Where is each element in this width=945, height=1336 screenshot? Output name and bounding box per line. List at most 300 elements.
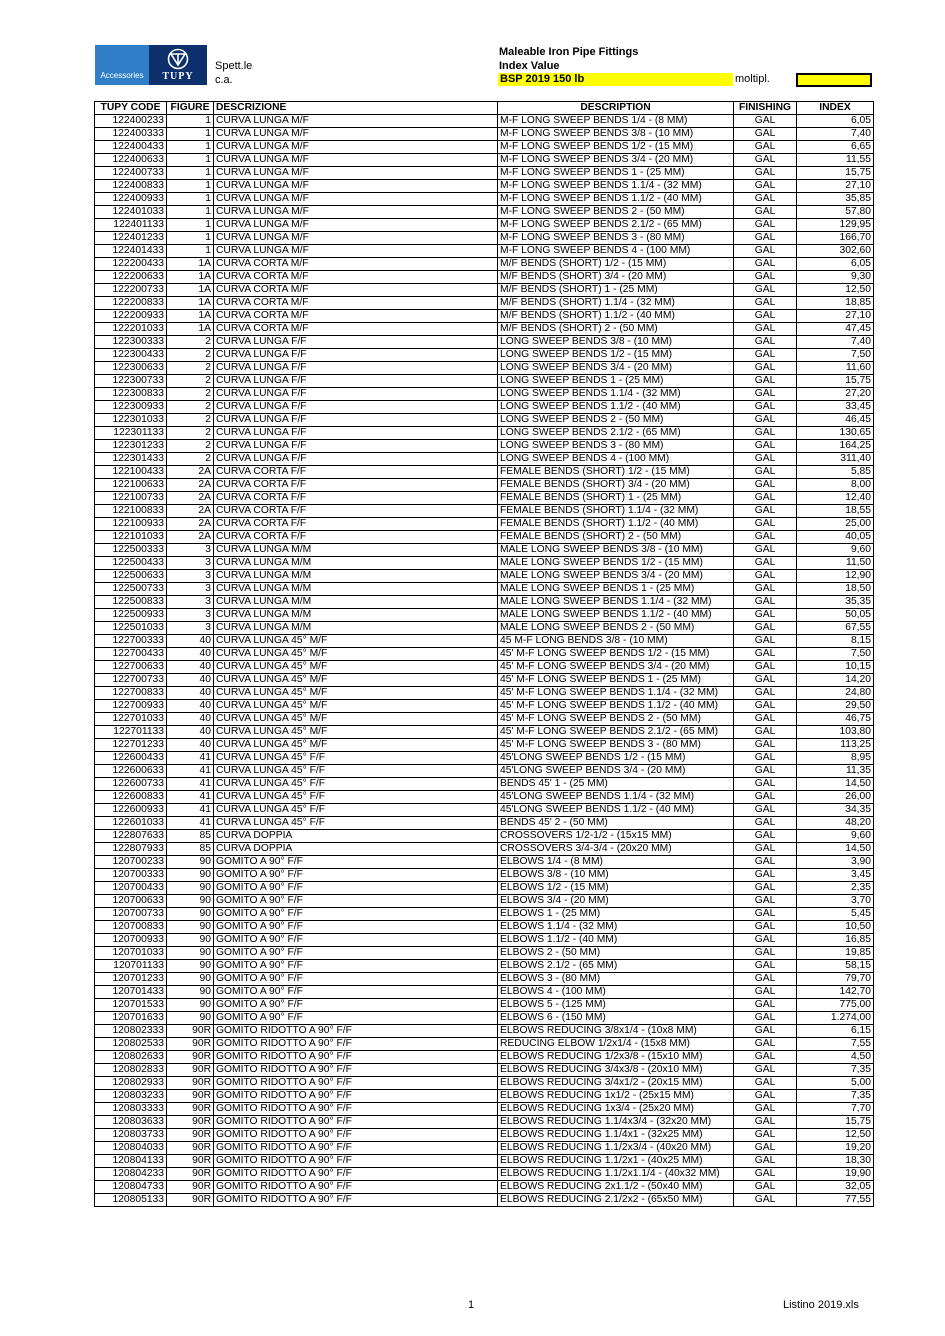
cell-index: 27,20: [797, 388, 874, 401]
cell-figure: 1: [167, 206, 214, 219]
cell-figure: 85: [167, 843, 214, 856]
cell-tupy-code: 122700433: [95, 648, 167, 661]
cell-index: 10,50: [797, 921, 874, 934]
cell-index: 14,20: [797, 674, 874, 687]
cell-description: ELBOWS REDUCING 3/4x3/8 - (20x10 MM): [498, 1064, 734, 1077]
cell-finishing: GAL: [734, 583, 797, 596]
cell-figure: 85: [167, 830, 214, 843]
cell-tupy-code: 122400333: [95, 128, 167, 141]
cell-descrizione: CURVA LUNGA F/F: [214, 349, 498, 362]
cell-figure: 90: [167, 999, 214, 1012]
cell-tupy-code: 122601033: [95, 817, 167, 830]
cell-finishing: GAL: [734, 934, 797, 947]
cell-descrizione: CURVA LUNGA 45° M/F: [214, 700, 498, 713]
cell-index: 9,60: [797, 544, 874, 557]
cell-index: 1.274,00: [797, 1012, 874, 1025]
cell-descrizione: CURVA CORTA M/F: [214, 310, 498, 323]
cell-descrizione: CURVA LUNGA M/F: [214, 219, 498, 232]
cell-tupy-code: 120804133: [95, 1155, 167, 1168]
cell-finishing: GAL: [734, 219, 797, 232]
cell-descrizione: GOMITO RIDOTTO A 90° F/F: [214, 1116, 498, 1129]
cell-descrizione: GOMITO RIDOTTO A 90° F/F: [214, 1194, 498, 1207]
cell-index: 67,55: [797, 622, 874, 635]
cell-figure: 41: [167, 778, 214, 791]
cell-figure: 40: [167, 635, 214, 648]
cell-description: FEMALE BENDS (SHORT) 1 - (25 MM): [498, 492, 734, 505]
cell-descrizione: CURVA LUNGA M/F: [214, 180, 498, 193]
cell-finishing: GAL: [734, 1168, 797, 1181]
cell-figure: 90R: [167, 1142, 214, 1155]
column-header-figure: FIGURE: [167, 102, 214, 115]
cell-figure: 90: [167, 895, 214, 908]
table-row: [95, 791, 874, 804]
cell-descrizione: GOMITO A 90° F/F: [214, 973, 498, 986]
table-row: [95, 492, 874, 505]
cell-index: 8,00: [797, 479, 874, 492]
cell-index: 164,25: [797, 440, 874, 453]
cell-index: 5,00: [797, 1077, 874, 1090]
cell-description: ELBOWS REDUCING 1x1/2 - (25x15 MM): [498, 1090, 734, 1103]
cell-figure: 90: [167, 960, 214, 973]
table-row: [95, 245, 874, 258]
cell-description: ELBOWS 6 - (150 MM): [498, 1012, 734, 1025]
cell-descrizione: GOMITO RIDOTTO A 90° F/F: [214, 1142, 498, 1155]
cell-description: 45' M-F LONG SWEEP BENDS 2 - (50 MM): [498, 713, 734, 726]
cell-figure: 2A: [167, 492, 214, 505]
cell-description: M-F LONG SWEEP BENDS 1/4 - (8 MM): [498, 115, 734, 128]
table-row: [95, 973, 874, 986]
cell-figure: 90: [167, 986, 214, 999]
table-row: [95, 219, 874, 232]
cell-finishing: GAL: [734, 739, 797, 752]
cell-index: 12,40: [797, 492, 874, 505]
cell-description: 45'LONG SWEEP BENDS 3/4 - (20 MM): [498, 765, 734, 778]
cell-description: ELBOWS REDUCING 3/4x1/2 - (20x15 MM): [498, 1077, 734, 1090]
table-row: [95, 544, 874, 557]
cell-finishing: GAL: [734, 648, 797, 661]
cell-descrizione: GOMITO A 90° F/F: [214, 856, 498, 869]
cell-description: M-F LONG SWEEP BENDS 1/2 - (15 MM): [498, 141, 734, 154]
table-row: [95, 232, 874, 245]
cell-description: 45'LONG SWEEP BENDS 1/2 - (15 MM): [498, 752, 734, 765]
cell-figure: 2A: [167, 505, 214, 518]
table-row: [95, 362, 874, 375]
cell-finishing: GAL: [734, 882, 797, 895]
cell-tupy-code: 122200733: [95, 284, 167, 297]
cell-description: REDUCING ELBOW 1/2x1/4 - (15x8 MM): [498, 1038, 734, 1051]
cell-index: 77,55: [797, 1194, 874, 1207]
table-row: [95, 817, 874, 830]
cell-index: 26,00: [797, 791, 874, 804]
cell-index: 8,95: [797, 752, 874, 765]
cell-finishing: GAL: [734, 271, 797, 284]
table-row: [95, 726, 874, 739]
cell-tupy-code: 122700333: [95, 635, 167, 648]
cell-finishing: GAL: [734, 167, 797, 180]
document-subtitle: Index Value: [499, 60, 560, 72]
cell-description: 45' M-F LONG SWEEP BENDS 1.1/2 - (40 MM): [498, 700, 734, 713]
column-header-index: INDEX: [797, 102, 874, 115]
cell-description: M-F LONG SWEEP BENDS 2 - (50 MM): [498, 206, 734, 219]
cell-tupy-code: 122401433: [95, 245, 167, 258]
cell-tupy-code: 122200833: [95, 297, 167, 310]
cell-tupy-code: 122201033: [95, 323, 167, 336]
cell-description: MALE LONG SWEEP BENDS 2 - (50 MM): [498, 622, 734, 635]
table-row: [95, 1116, 874, 1129]
table-row: [95, 284, 874, 297]
cell-description: M-F LONG SWEEP BENDS 2.1/2 - (65 MM): [498, 219, 734, 232]
cell-description: ELBOWS 2.1/2 - (65 MM): [498, 960, 734, 973]
cell-descrizione: CURVA LUNGA M/F: [214, 193, 498, 206]
table-row: [95, 310, 874, 323]
cell-finishing: GAL: [734, 479, 797, 492]
file-name: Listino 2019.xls: [783, 1299, 859, 1311]
cell-index: 10,15: [797, 661, 874, 674]
cell-description: M-F LONG SWEEP BENDS 3/8 - (10 MM): [498, 128, 734, 141]
cell-finishing: GAL: [734, 960, 797, 973]
cell-description: LONG SWEEP BENDS 1 - (25 MM): [498, 375, 734, 388]
cell-index: 15,75: [797, 375, 874, 388]
table-row: [95, 934, 874, 947]
cell-descrizione: CURVA LUNGA M/F: [214, 206, 498, 219]
cell-descrizione: GOMITO A 90° F/F: [214, 1012, 498, 1025]
cell-description: CROSSOVERS 1/2-1/2 - (15x15 MM): [498, 830, 734, 843]
cell-figure: 90: [167, 869, 214, 882]
cell-tupy-code: 122500333: [95, 544, 167, 557]
cell-finishing: GAL: [734, 180, 797, 193]
cell-index: 7,70: [797, 1103, 874, 1116]
cell-finishing: GAL: [734, 895, 797, 908]
cell-index: 18,55: [797, 505, 874, 518]
cell-tupy-code: 122701233: [95, 739, 167, 752]
cell-tupy-code: 122400833: [95, 180, 167, 193]
price-list-name: BSP 2019 150 lb: [498, 73, 733, 86]
cell-description: 45' M-F LONG SWEEP BENDS 3/4 - (20 MM): [498, 661, 734, 674]
table-row: [95, 856, 874, 869]
cell-index: 11,50: [797, 557, 874, 570]
cell-index: 18,85: [797, 297, 874, 310]
cell-finishing: GAL: [734, 323, 797, 336]
table-row: [95, 518, 874, 531]
cell-finishing: GAL: [734, 544, 797, 557]
cell-descrizione: CURVA LUNGA M/F: [214, 115, 498, 128]
cell-descrizione: CURVA LUNGA F/F: [214, 388, 498, 401]
cell-figure: 2: [167, 414, 214, 427]
cell-description: ELBOWS REDUCING 2x1.1/2 - (50x40 MM): [498, 1181, 734, 1194]
cell-tupy-code: 120803633: [95, 1116, 167, 1129]
cell-finishing: GAL: [734, 752, 797, 765]
cell-tupy-code: 120701233: [95, 973, 167, 986]
cell-tupy-code: 120802333: [95, 1025, 167, 1038]
table-row: [95, 895, 874, 908]
cell-descrizione: GOMITO A 90° F/F: [214, 986, 498, 999]
cell-description: M-F LONG SWEEP BENDS 3/4 - (20 MM): [498, 154, 734, 167]
cell-finishing: GAL: [734, 115, 797, 128]
cell-description: CROSSOVERS 3/4-3/4 - (20x20 MM): [498, 843, 734, 856]
cell-finishing: GAL: [734, 232, 797, 245]
cell-tupy-code: 122400433: [95, 141, 167, 154]
cell-tupy-code: 120805133: [95, 1194, 167, 1207]
cell-finishing: GAL: [734, 1181, 797, 1194]
cell-descrizione: CURVA CORTA F/F: [214, 505, 498, 518]
cell-descrizione: GOMITO RIDOTTO A 90° F/F: [214, 1181, 498, 1194]
cell-tupy-code: 122500433: [95, 557, 167, 570]
cell-descrizione: CURVA LUNGA M/M: [214, 583, 498, 596]
table-row: [95, 778, 874, 791]
cell-figure: 41: [167, 752, 214, 765]
table-row: [95, 479, 874, 492]
cell-figure: 90R: [167, 1038, 214, 1051]
cell-tupy-code: 122401133: [95, 219, 167, 232]
cell-finishing: GAL: [734, 531, 797, 544]
cell-descrizione: GOMITO RIDOTTO A 90° F/F: [214, 1038, 498, 1051]
cell-index: 142,70: [797, 986, 874, 999]
cell-finishing: GAL: [734, 1012, 797, 1025]
cell-finishing: GAL: [734, 609, 797, 622]
cell-figure: 2: [167, 453, 214, 466]
attention-label: c.a.: [215, 74, 233, 86]
table-row: [95, 1090, 874, 1103]
cell-figure: 90: [167, 856, 214, 869]
cell-description: ELBOWS 1.1/4 - (32 MM): [498, 921, 734, 934]
cell-finishing: GAL: [734, 1090, 797, 1103]
cell-finishing: GAL: [734, 856, 797, 869]
cell-description: LONG SWEEP BENDS 1.1/4 - (32 MM): [498, 388, 734, 401]
cell-finishing: GAL: [734, 1129, 797, 1142]
cell-descrizione: CURVA LUNGA 45° M/F: [214, 648, 498, 661]
cell-description: ELBOWS 3/4 - (20 MM): [498, 895, 734, 908]
cell-figure: 3: [167, 583, 214, 596]
tupy-logo: [95, 45, 207, 85]
cell-figure: 1A: [167, 258, 214, 271]
table-row: [95, 388, 874, 401]
cell-figure: 3: [167, 570, 214, 583]
cell-figure: 3: [167, 544, 214, 557]
cell-descrizione: CURVA LUNGA M/M: [214, 570, 498, 583]
cell-tupy-code: 122600833: [95, 791, 167, 804]
cell-finishing: GAL: [734, 1051, 797, 1064]
cell-figure: 2: [167, 440, 214, 453]
cell-figure: 2: [167, 336, 214, 349]
cell-tupy-code: 122600733: [95, 778, 167, 791]
cell-descrizione: GOMITO A 90° F/F: [214, 960, 498, 973]
cell-finishing: GAL: [734, 986, 797, 999]
cell-figure: 90: [167, 973, 214, 986]
table-row: [95, 986, 874, 999]
table-row: [95, 713, 874, 726]
cell-index: 34,35: [797, 804, 874, 817]
cell-description: M-F LONG SWEEP BENDS 3 - (80 MM): [498, 232, 734, 245]
cell-finishing: GAL: [734, 440, 797, 453]
cell-finishing: GAL: [734, 206, 797, 219]
cell-figure: 1A: [167, 310, 214, 323]
cell-descrizione: CURVA CORTA F/F: [214, 479, 498, 492]
cell-index: 6,65: [797, 141, 874, 154]
cell-descrizione: CURVA LUNGA 45° F/F: [214, 791, 498, 804]
cell-finishing: GAL: [734, 1103, 797, 1116]
cell-figure: 2: [167, 401, 214, 414]
table-row: [95, 115, 874, 128]
table-row: [95, 505, 874, 518]
cell-finishing: GAL: [734, 843, 797, 856]
cell-tupy-code: 122300833: [95, 388, 167, 401]
cell-description: 45 M-F LONG BENDS 3/8 - (10 MM): [498, 635, 734, 648]
table-row: [95, 1142, 874, 1155]
recipient-label: Spett.le: [215, 60, 253, 72]
cell-figure: 1: [167, 115, 214, 128]
cell-figure: 90: [167, 908, 214, 921]
cell-tupy-code: 122200933: [95, 310, 167, 323]
cell-finishing: GAL: [734, 1142, 797, 1155]
table-row: [95, 453, 874, 466]
cell-descrizione: CURVA CORTA F/F: [214, 531, 498, 544]
cell-tupy-code: 122700633: [95, 661, 167, 674]
cell-descrizione: CURVA CORTA F/F: [214, 466, 498, 479]
cell-description: ELBOWS REDUCING 1.1/2x1 - (40x25 MM): [498, 1155, 734, 1168]
cell-index: 2,35: [797, 882, 874, 895]
cell-tupy-code: 120802933: [95, 1077, 167, 1090]
cell-tupy-code: 120700333: [95, 869, 167, 882]
cell-index: 3,45: [797, 869, 874, 882]
cell-tupy-code: 122400233: [95, 115, 167, 128]
cell-index: 27,10: [797, 180, 874, 193]
cell-finishing: GAL: [734, 921, 797, 934]
table-row: [95, 1038, 874, 1051]
cell-figure: 90R: [167, 1194, 214, 1207]
cell-descrizione: CURVA CORTA M/F: [214, 284, 498, 297]
cell-index: 35,85: [797, 193, 874, 206]
cell-tupy-code: 120804733: [95, 1181, 167, 1194]
cell-descrizione: CURVA LUNGA 45° F/F: [214, 817, 498, 830]
cell-figure: 90: [167, 934, 214, 947]
cell-description: 45' M-F LONG SWEEP BENDS 3 - (80 MM): [498, 739, 734, 752]
cell-description: LONG SWEEP BENDS 1/2 - (15 MM): [498, 349, 734, 362]
table-row: [95, 349, 874, 362]
table-row: [95, 622, 874, 635]
table-row: [95, 154, 874, 167]
cell-tupy-code: 122401233: [95, 232, 167, 245]
cell-description: ELBOWS 1/2 - (15 MM): [498, 882, 734, 895]
cell-description: M/F BENDS (SHORT) 1/2 - (15 MM): [498, 258, 734, 271]
cell-tupy-code: 120700633: [95, 895, 167, 908]
table-row: [95, 609, 874, 622]
cell-figure: 1: [167, 154, 214, 167]
multiplier-input-cell[interactable]: [796, 73, 872, 87]
cell-tupy-code: 122400633: [95, 154, 167, 167]
cell-figure: 90: [167, 1012, 214, 1025]
cell-finishing: GAL: [734, 726, 797, 739]
cell-finishing: GAL: [734, 518, 797, 531]
cell-descrizione: CURVA LUNGA M/F: [214, 141, 498, 154]
cell-descrizione: CURVA LUNGA 45° F/F: [214, 765, 498, 778]
cell-description: M/F BENDS (SHORT) 2 - (50 MM): [498, 323, 734, 336]
cell-index: 79,70: [797, 973, 874, 986]
table-row: [95, 674, 874, 687]
cell-figure: 2A: [167, 531, 214, 544]
cell-index: 103,80: [797, 726, 874, 739]
cell-descrizione: CURVA LUNGA F/F: [214, 453, 498, 466]
cell-finishing: GAL: [734, 193, 797, 206]
table-row: [95, 804, 874, 817]
cell-figure: 41: [167, 765, 214, 778]
logo-accessories-text: Accessories: [100, 71, 144, 80]
table-row: [95, 596, 874, 609]
cell-figure: 40: [167, 648, 214, 661]
cell-description: M-F LONG SWEEP BENDS 1.1/4 - (32 MM): [498, 180, 734, 193]
cell-figure: 2: [167, 362, 214, 375]
cell-finishing: GAL: [734, 349, 797, 362]
cell-figure: 40: [167, 687, 214, 700]
cell-index: 35,35: [797, 596, 874, 609]
cell-figure: 40: [167, 661, 214, 674]
cell-description: BENDS 45' 1 - (25 MM): [498, 778, 734, 791]
cell-index: 166,70: [797, 232, 874, 245]
cell-tupy-code: 122301233: [95, 440, 167, 453]
cell-finishing: GAL: [734, 375, 797, 388]
cell-tupy-code: 122500833: [95, 596, 167, 609]
cell-figure: 1: [167, 219, 214, 232]
cell-tupy-code: 122700833: [95, 687, 167, 700]
cell-tupy-code: 122200633: [95, 271, 167, 284]
cell-tupy-code: 122807933: [95, 843, 167, 856]
cell-index: 14,50: [797, 843, 874, 856]
table-row: [95, 323, 874, 336]
cell-description: BENDS 45' 2 - (50 MM): [498, 817, 734, 830]
cell-finishing: GAL: [734, 258, 797, 271]
cell-index: 19,20: [797, 1142, 874, 1155]
cell-description: MALE LONG SWEEP BENDS 1.1/4 - (32 MM): [498, 596, 734, 609]
cell-figure: 40: [167, 700, 214, 713]
cell-descrizione: GOMITO RIDOTTO A 90° F/F: [214, 1168, 498, 1181]
cell-figure: 2: [167, 375, 214, 388]
cell-figure: 2A: [167, 518, 214, 531]
cell-index: 12,50: [797, 1129, 874, 1142]
cell-index: 8,15: [797, 635, 874, 648]
cell-figure: 1: [167, 128, 214, 141]
cell-description: ELBOWS 3/8 - (10 MM): [498, 869, 734, 882]
cell-tupy-code: 122100833: [95, 505, 167, 518]
cell-descrizione: CURVA CORTA M/F: [214, 271, 498, 284]
table-body: [95, 115, 874, 1207]
cell-description: ELBOWS REDUCING 2.1/2x2 - (65x50 MM): [498, 1194, 734, 1207]
table-row: [95, 830, 874, 843]
cell-index: 7,50: [797, 648, 874, 661]
cell-figure: 1A: [167, 271, 214, 284]
table-row: [95, 921, 874, 934]
cell-tupy-code: 122301133: [95, 427, 167, 440]
cell-tupy-code: 122500733: [95, 583, 167, 596]
table-row: [95, 661, 874, 674]
cell-finishing: GAL: [734, 310, 797, 323]
cell-tupy-code: 120701433: [95, 986, 167, 999]
cell-figure: 40: [167, 739, 214, 752]
cell-description: M-F LONG SWEEP BENDS 4 - (100 MM): [498, 245, 734, 258]
cell-figure: 90: [167, 882, 214, 895]
cell-finishing: GAL: [734, 674, 797, 687]
cell-finishing: GAL: [734, 1155, 797, 1168]
table-row: [95, 1025, 874, 1038]
table-row: [95, 1155, 874, 1168]
cell-descrizione: GOMITO A 90° F/F: [214, 934, 498, 947]
cell-index: 18,30: [797, 1155, 874, 1168]
table-row: [95, 206, 874, 219]
cell-tupy-code: 120701133: [95, 960, 167, 973]
table-row: [95, 375, 874, 388]
cell-finishing: GAL: [734, 1116, 797, 1129]
cell-tupy-code: 120701633: [95, 1012, 167, 1025]
cell-description: ELBOWS REDUCING 1/2x3/8 - (15x10 MM): [498, 1051, 734, 1064]
cell-figure: 90: [167, 921, 214, 934]
